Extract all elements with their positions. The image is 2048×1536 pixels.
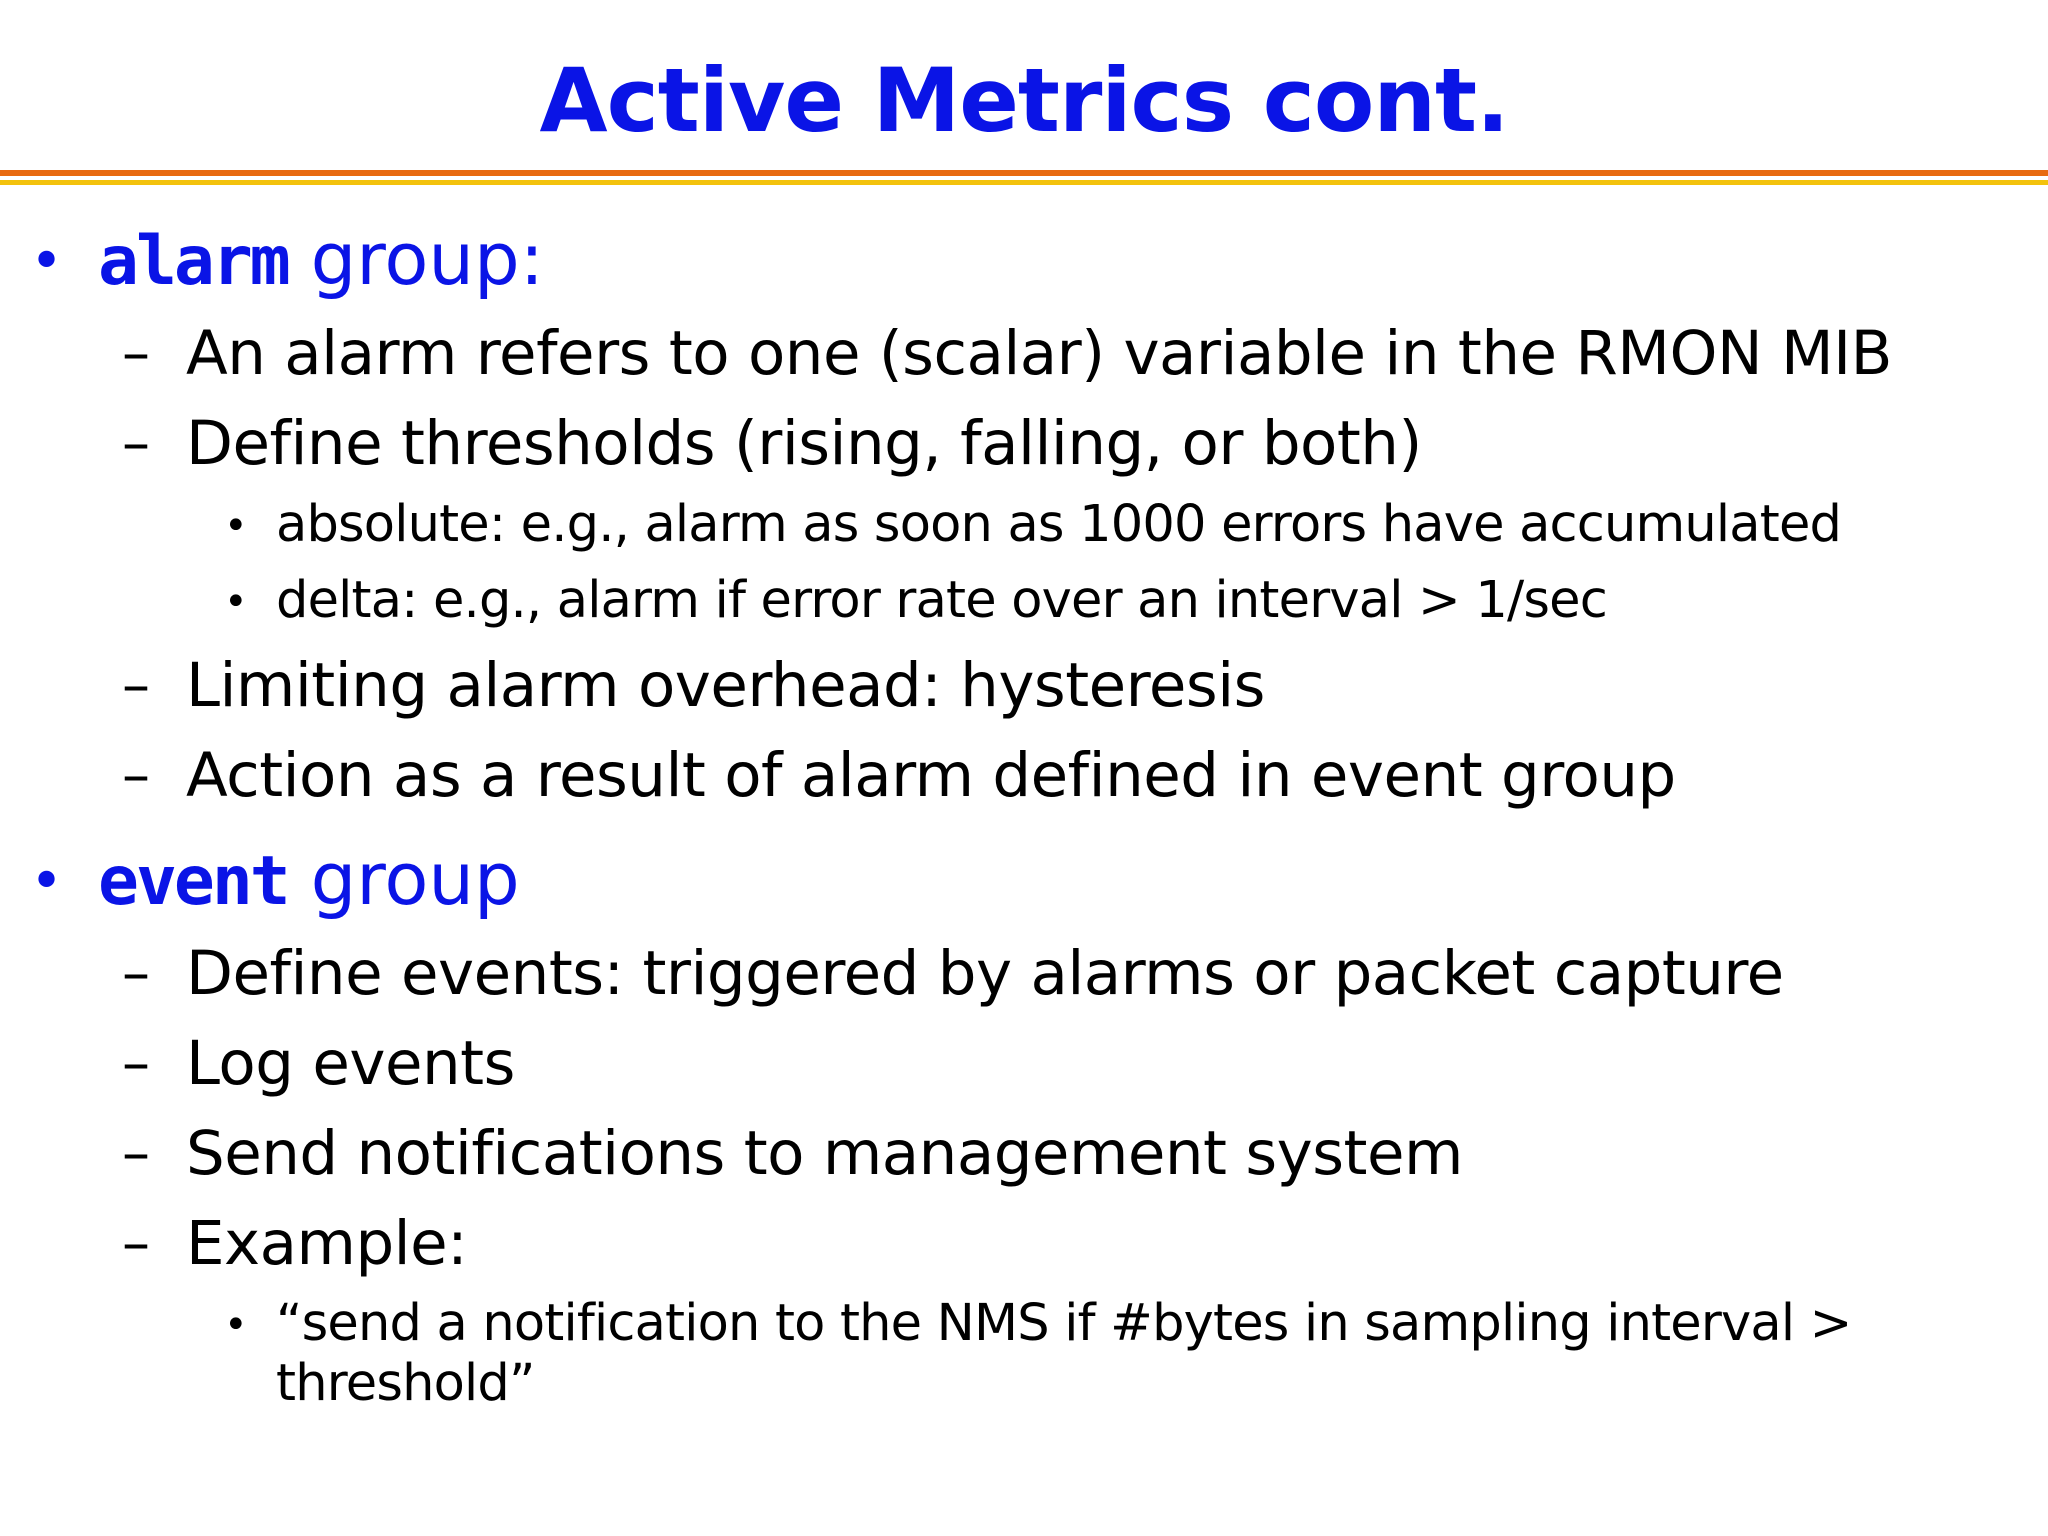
title-rule-yellow bbox=[0, 180, 2048, 185]
list-item: Action as a result of alarm defined in event group bbox=[186, 740, 1676, 811]
list-item: Send notifications to management system bbox=[186, 1118, 1463, 1189]
section-heading-suffix: group bbox=[287, 837, 520, 921]
sub-bullet-marker: • bbox=[224, 579, 248, 625]
slide-title: Active Metrics cont. bbox=[539, 49, 1509, 152]
section-heading-suffix: group: bbox=[287, 217, 544, 301]
list-item: Define thresholds (rising, falling, or both) bbox=[186, 408, 1422, 479]
list-item: Log events bbox=[186, 1028, 515, 1099]
section-code-alarm: alarm bbox=[98, 222, 288, 301]
dash-marker: – bbox=[122, 1121, 150, 1186]
list-item: Example: bbox=[186, 1208, 468, 1279]
dash-marker: – bbox=[122, 743, 150, 808]
section-code-event: event bbox=[98, 842, 288, 921]
list-item: Define events: triggered by alarms or packet capture bbox=[186, 938, 1784, 1009]
dash-marker: – bbox=[122, 1031, 150, 1096]
section-heading-event bbox=[98, 834, 520, 927]
bullet-marker: • bbox=[30, 229, 64, 294]
dash-marker: – bbox=[122, 1211, 150, 1276]
dash-marker: – bbox=[122, 653, 150, 718]
dash-marker: – bbox=[122, 411, 150, 476]
sub-list-item: absolute: e.g., alarm as soon as 1000 errors have accumulated bbox=[276, 495, 1842, 554]
sub-list-item-continuation: threshold” bbox=[276, 1354, 535, 1413]
sub-bullet-marker: • bbox=[224, 1302, 248, 1348]
title-rule-orange bbox=[0, 170, 2048, 176]
section-heading-alarm bbox=[98, 214, 544, 307]
dash-marker: – bbox=[122, 941, 150, 1006]
sub-list-item: “send a notification to the NMS if #bytes in sampling interval > bbox=[276, 1294, 1852, 1353]
sub-bullet-marker: • bbox=[224, 503, 248, 549]
bullet-marker: • bbox=[30, 849, 64, 914]
list-item: An alarm refers to one (scalar) variable in the RMON MIB bbox=[186, 318, 1892, 389]
dash-marker: – bbox=[122, 321, 150, 386]
sub-list-item: delta: e.g., alarm if error rate over an interval > 1/sec bbox=[276, 571, 1607, 630]
list-item: Limiting alarm overhead: hysteresis bbox=[186, 650, 1265, 721]
